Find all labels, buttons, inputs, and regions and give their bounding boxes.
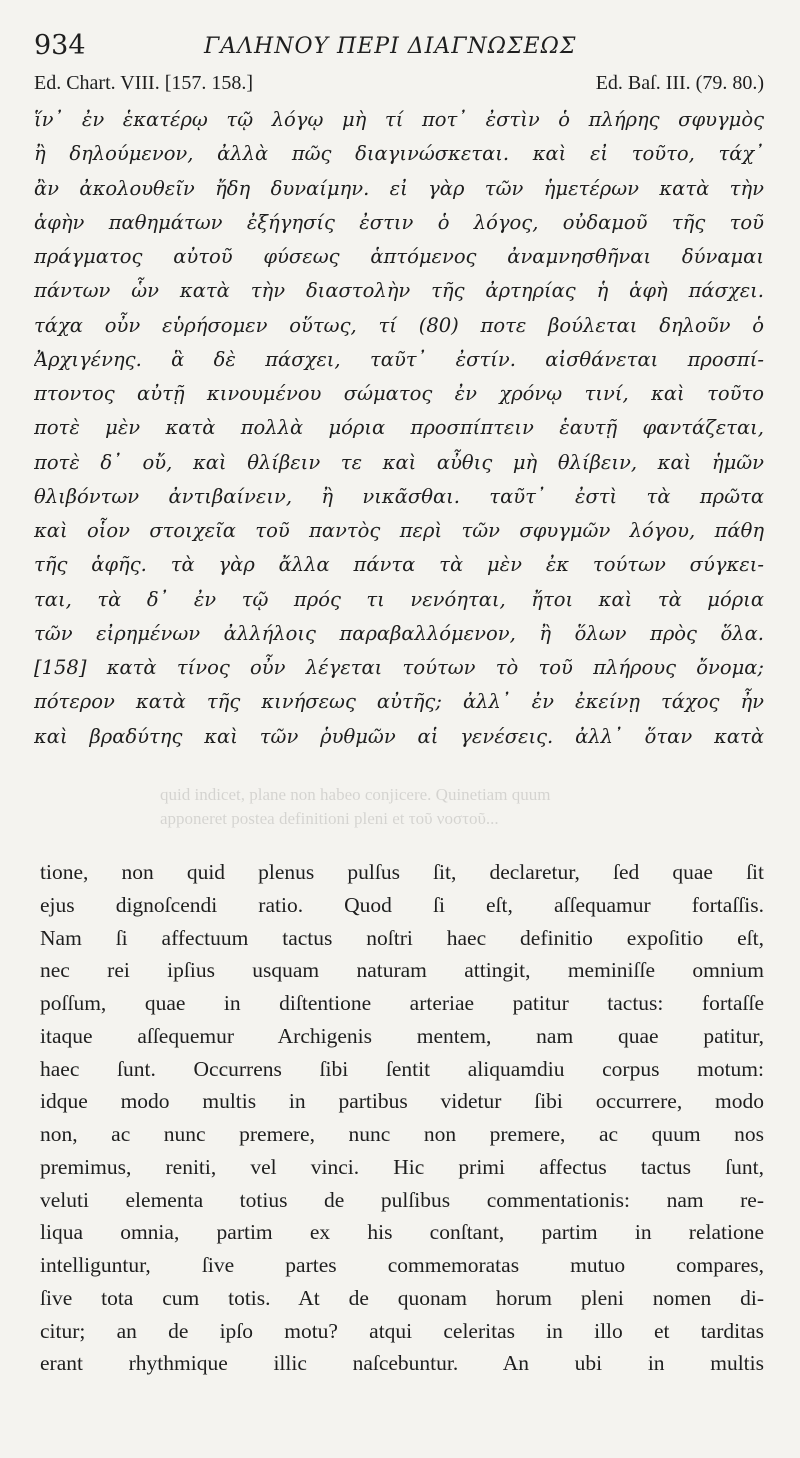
latin-line: erant rhythmique illic naſcebuntur. An ubi in multis xyxy=(40,1351,764,1376)
bleed-through-text xyxy=(160,783,780,831)
greek-line: ἂν ἀκολουθεῖν ἤδη δυναίμην. εἰ γὰρ τῶν ἡμετέρων κατὰ τὴν xyxy=(34,176,764,200)
latin-line: ſive tota cum totis. At de quonam horum pleni nomen di- xyxy=(40,1285,764,1310)
latin-line: citur; an de ipſo motu? atqui celeritas in illo et tarditas xyxy=(40,1318,764,1343)
edition-ref-basel: Ed. Baſ. III. (79. 80.) xyxy=(595,72,764,94)
latin-line: Nam ſi affectuum tactus noſtri haec definitio expoſitio eſt, xyxy=(40,925,764,950)
greek-line: πράγματος αὐτοῦ φύσεως ἁπτόμενος ἀναμνησθῆναι δύναμαι xyxy=(34,245,764,268)
running-title: ΓΑΛΗΝΟΥ ΠΕΡΙ ΔΙΑΓΝΩΣΕΩΣ xyxy=(204,34,577,59)
greek-text-block xyxy=(34,103,764,754)
latin-line: intelliguntur, ſive partes commemoratas mutuo compares, xyxy=(40,1253,764,1277)
edition-ref-chart: Ed. Chart. VIII. [157. 158.] xyxy=(34,72,254,94)
greek-line: Ἀρχιγένης. ἃ δὲ πάσχει, ταῦτ᾽ ἐστίν. αἰσθάνεται προσπί- xyxy=(34,347,764,371)
latin-line: veluti elementa totius de pulſibus commentationis: nam re- xyxy=(40,1187,764,1212)
latin-line: haec ſunt. Occurrens ſibi ſentit aliquamdiu corpus motum: xyxy=(40,1056,764,1081)
greek-line: θλιβόντων ἀντιβαίνειν, ἢ νικᾶσθαι. ταῦτ᾽ ἐστὶ τὰ πρῶτα xyxy=(34,484,764,508)
latin-line: ejus dignoſcendi ratio. Quod ſi eſt, aſſequamur fortaſſis. xyxy=(40,892,764,917)
latin-line: itaque aſſequemur Archigenis mentem, nam quae patitur, xyxy=(40,1023,764,1048)
edition-references xyxy=(34,72,764,102)
latin-line: idque modo multis in partibus videtur ſibi occurrere, modo xyxy=(40,1089,764,1114)
greek-line: πάντων ὧν κατὰ τὴν διαστολὴν τῆς ἀρτηρίας ἡ ἁφὴ πάσχει. xyxy=(34,279,764,303)
latin-line: tione, non quid plenus pulſus ſit, declaretur, ſed quae ſit xyxy=(40,860,764,884)
latin-line: poſſum, quae in diſtentione arteriae patitur tactus: fortaſſe xyxy=(40,991,764,1015)
latin-line: premimus, reniti, vel vinci. Hic primi affectus tactus ſunt, xyxy=(40,1154,764,1179)
greek-line: πτοντος αὐτῇ κινουμένου σώματος ἐν χρόνῳ τινί, καὶ τοῦτο xyxy=(34,382,764,405)
greek-line: πότερον κατὰ τῆς κινήσεως αὐτῆς; ἀλλ᾽ ἐν ἐκείνῃ τάχος ἦν xyxy=(34,690,764,714)
bleed-through-line: quid indicet, plane non habeo conjicere. Quinetiam quum xyxy=(160,785,551,804)
greek-line: [158] κατὰ τίνος οὖν λέγεται τούτων τὸ τοῦ πλήρους ὄνομα; xyxy=(34,656,764,679)
page-number: 934 xyxy=(34,30,86,61)
greek-line: ποτὲ δ᾽ οὔ, καὶ θλίβειν τε καὶ αὖθις μὴ θλίβειν, καὶ ἡμῶν xyxy=(34,450,764,474)
latin-line: nec rei ipſius usquam naturam attingit, meminiſſe omnium xyxy=(40,958,764,983)
greek-line: τάχα οὖν εὑρήσομεν οὕτως, τί (80) ποτε βούλεται δηλοῦν ὁ xyxy=(34,313,764,337)
bleed-through-line: apponeret postea definitioni pleni et τοῦ νοστοῦ... xyxy=(160,809,499,828)
page-header xyxy=(34,30,774,64)
greek-line: ἁφὴν παθημάτων ἐξήγησίς ἐστιν ὁ λόγος, οὐδαμοῦ τῆς τοῦ xyxy=(34,210,764,234)
greek-line: τῆς ἁφῆς. τὰ γὰρ ἄλλα πάντα τὰ μὲν ἐκ τούτων σύγκει- xyxy=(34,553,764,577)
greek-line: ἢ δηλούμενον, ἀλλὰ πῶς διαγινώσκεται. καὶ εἰ τοῦτο, τάχ᾽ xyxy=(34,142,764,166)
greek-line: ται, τὰ δ᾽ ἐν τῷ πρός τι νενόηται, ἤτοι καὶ τὰ μόρια xyxy=(34,587,764,611)
greek-line: τῶν εἰρημένων ἀλλήλοις παραβαλλόμενον, ἢ ὅλων πρὸς ὅλα. xyxy=(34,621,764,645)
latin-text-block xyxy=(40,856,764,1380)
greek-line: καὶ βραδύτης καὶ τῶν ῥυθμῶν αἱ γενέσεις. ἀλλ᾽ ὅταν κατὰ xyxy=(34,724,764,748)
latin-line: liqua omnia, partim ex his conſtant, partim in relatione xyxy=(40,1220,764,1245)
greek-line: ἵν᾽ ἐν ἑκατέρῳ τῷ λόγῳ μὴ τί ποτ᾽ ἐστὶν ὁ πλήρης σφυγμὸς xyxy=(34,108,764,131)
greek-line: καὶ οἷον στοιχεῖα τοῦ παντὸς περὶ τῶν σφυγμῶν λόγου, πάθη xyxy=(34,519,764,542)
greek-line: ποτὲ μὲν κατὰ πολλὰ μόρια προσπίπτειν ἑαυτῇ φαντάζεται, xyxy=(34,416,764,440)
latin-line: non, ac nunc premere, nunc non premere, ac quum nos xyxy=(40,1122,764,1146)
